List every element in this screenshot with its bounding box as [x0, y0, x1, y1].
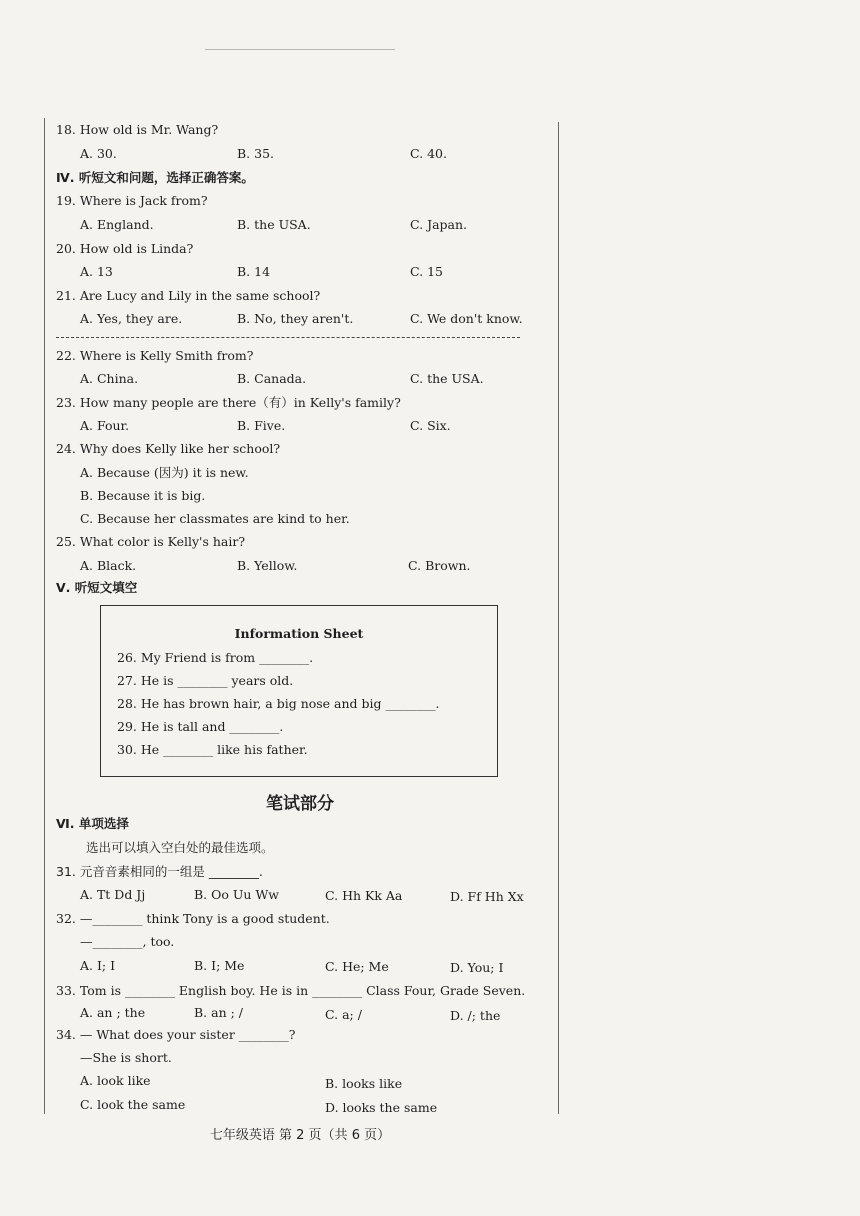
info-line-26: 26. My Friend is from ________. — [117, 650, 314, 665]
q31-option-c: C. Hh Kk Aa — [325, 888, 403, 903]
q34-option-d: D. looks the same — [325, 1100, 438, 1115]
q25-option-a: A. Black. — [80, 558, 137, 573]
q31-option-d: D. Ff Hh Xx — [450, 889, 524, 904]
q20-stem: 20. How old is Linda? — [56, 241, 194, 256]
page-footer: 七年级英语 第 2 页（共 6 页） — [209, 1128, 391, 1143]
q19-option-a: A. England. — [80, 217, 154, 232]
q31-option-b: B. Oo Uu Ww — [194, 887, 279, 902]
q23-stem: 23. How many people are there（有）in Kelly's family? — [56, 395, 401, 410]
q23-option-b: B. Five. — [237, 418, 286, 433]
q22-option-c: C. the USA. — [410, 371, 484, 386]
q21-option-b: B. No, they aren't. — [237, 311, 354, 326]
information-sheet-box — [100, 605, 498, 777]
info-line-28: 28. He has brown hair, a big nose and big ________. — [117, 696, 440, 711]
info-line-27: 27. He is ________ years old. — [117, 673, 294, 688]
q19-option-b: B. the USA. — [237, 217, 311, 232]
q24-option-c: C. Because her classmates are kind to her. — [80, 511, 350, 526]
information-sheet-title: Information Sheet — [234, 626, 364, 641]
q20-option-a: A. 13 — [80, 264, 113, 279]
header-rule — [205, 49, 395, 50]
q18-option-a: A. 30. — [80, 146, 117, 161]
q33-option-a: A. an ; the — [80, 1005, 146, 1020]
q33-option-c: C. a; / — [325, 1007, 362, 1022]
q21-option-a: A. Yes, they are. — [80, 311, 183, 326]
q25-option-b: B. Yellow. — [237, 558, 298, 573]
q32-stem: 32. —________ think Tony is a good student. — [56, 911, 330, 926]
written-part-title: 笔试部分 — [266, 794, 334, 814]
q24-option-b: B. Because it is big. — [80, 488, 206, 503]
q25-stem: 25. What color is Kelly's hair? — [56, 534, 246, 549]
dashed-separator — [56, 337, 520, 338]
q22-option-b: B. Canada. — [237, 371, 307, 386]
q18-stem: 18. How old is Mr. Wang? — [56, 122, 219, 137]
right-margin-line — [558, 122, 559, 1114]
q24-stem: 24. Why does Kelly like her school? — [56, 441, 281, 456]
q31-stem: 31. 元音音素相同的一组是 ________. — [56, 864, 263, 879]
q25-option-c: C. Brown. — [408, 558, 471, 573]
q18-option-b: B. 35. — [237, 146, 275, 161]
section-4-heading: Ⅳ. 听短文和问题，选择正确答案。 — [56, 170, 254, 185]
q34-stem: 34. — What does your sister ________? — [56, 1027, 296, 1042]
section-6-heading: Ⅵ. 单项选择 — [56, 816, 129, 831]
info-line-29: 29. He is tall and ________. — [117, 719, 284, 734]
q32-option-b: B. I; Me — [194, 958, 245, 973]
q20-option-b: B. 14 — [237, 264, 271, 279]
q31-option-a: A. Tt Dd Jj — [80, 887, 146, 902]
section-5-heading: Ⅴ. 听短文填空 — [56, 580, 138, 595]
q33-option-b: B. an ; / — [194, 1005, 244, 1020]
q19-option-c: C. Japan. — [410, 217, 468, 232]
q34-option-a: A. look like — [80, 1073, 151, 1088]
q22-option-a: A. China. — [80, 371, 139, 386]
q33-stem: 33. Tom is ________ English boy. He is in ________ Class Four, Grade Seven. — [56, 983, 526, 998]
q33-option-d: D. /; the — [450, 1008, 501, 1023]
q32-option-d: D. You; I — [450, 960, 504, 975]
q20-option-c: C. 15 — [410, 264, 443, 279]
q23-option-a: A. Four. — [80, 418, 130, 433]
left-margin-line — [44, 118, 45, 1114]
q19-stem: 19. Where is Jack from? — [56, 193, 208, 208]
q32-option-a: A. I; I — [80, 958, 116, 973]
q32-stem-reply: —________, too. — [80, 934, 175, 949]
q34-stem-reply: —She is short. — [80, 1050, 172, 1065]
q24-option-a: A. Because (因为) it is new. — [80, 465, 249, 480]
q34-option-b: B. looks like — [325, 1076, 403, 1091]
q21-stem: 21. Are Lucy and Lily in the same school? — [56, 288, 321, 303]
q18-option-c: C. 40. — [410, 146, 447, 161]
section-6-instruction: 选出可以填入空白处的最佳选项。 — [86, 840, 274, 855]
q23-option-c: C. Six. — [410, 418, 451, 433]
q21-option-c: C. We don't know. — [410, 311, 523, 326]
q34-option-c: C. look the same — [80, 1097, 186, 1112]
q32-option-c: C. He; Me — [325, 959, 389, 974]
q22-stem: 22. Where is Kelly Smith from? — [56, 348, 254, 363]
info-line-30: 30. He ________ like his father. — [117, 742, 308, 757]
